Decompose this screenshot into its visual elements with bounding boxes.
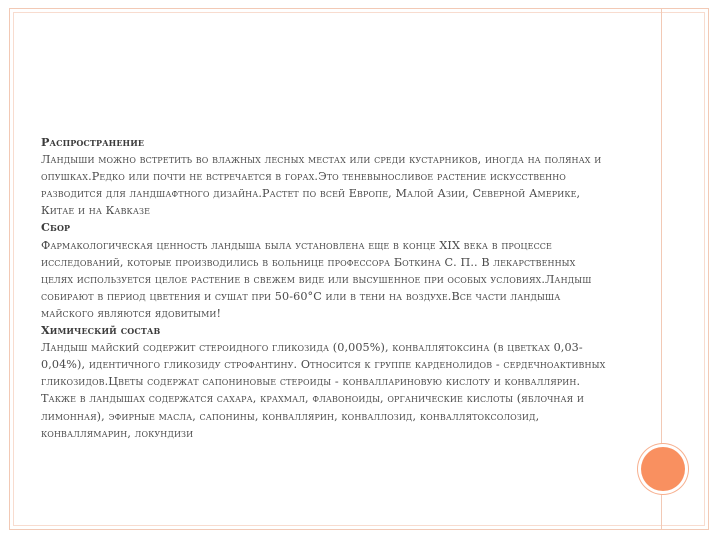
paragraph-chemistry-2: Также в ландышах содержатся сахара, крахмал, флавоноиды, органические кислоты (яблочная и лимонная), эфирные масла, сапонины, конваллярин, конваллозид, конваллятоксолозид, конваллямарин, локундизи	[41, 392, 584, 440]
paragraph-collection: Фармакологическая ценность ландыша была установлена еще в конце XIX века в процессе исследований, которые производились в больнице профессора Боткина С. П.. В лекарственных целях используется целое растение в свежем виде или высушенное при особых условиях.Ландыш собирают в период цветения и сушат при 50-60°C или в тени на воздухе.Все части ландыша майского являются ядовитыми!	[41, 238, 592, 320]
slide-body	[41, 134, 611, 442]
decorative-circle	[641, 447, 685, 491]
paragraph-chemistry-1: Ландыш майский содержит стероидного гликозида (0,005%), конваллятоксина (в цветках 0,03-0,04%), идентичного гликозиду строфантину. Относится к группе карденолидов - сердечноактивных гликозидов.Цветы содержат сапониновые стероиды - конваллариновую кислоту и конваллярин.	[41, 341, 606, 389]
heading-collection: Сбор	[41, 220, 71, 235]
heading-spread: Распространение	[41, 135, 145, 149]
heading-chemistry: Химический состав	[41, 323, 161, 338]
paragraph-spread: Ландыши можно встретить во влажных лесных местах или среди кустарников, иногда на полянах и опушках.Редко или почти не встречается в горах.Это теневыносливое растение искусственно разводится для ландшафтного дизайна.Растет по всей Европе, Малой Азии, Северной Америке, Китае и на Кавказе	[41, 153, 602, 218]
